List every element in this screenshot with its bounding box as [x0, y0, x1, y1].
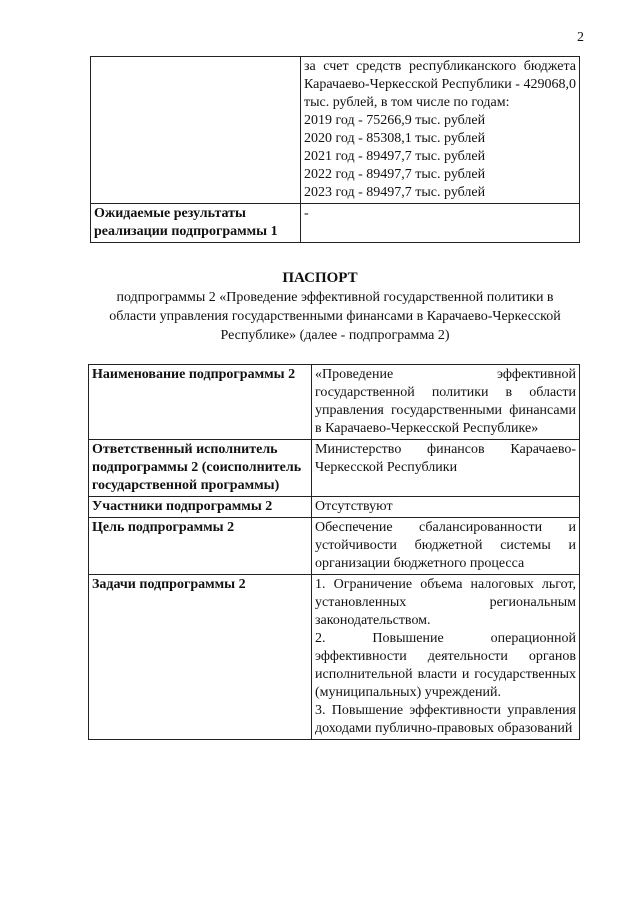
expected-results-text: -: [304, 206, 309, 221]
row-label: Ответственный исполнитель подпрограммы 2 (соисполнитель государственной программы): [89, 440, 312, 497]
funding-year-2022: 2022 год - 89497,7 тыс. рублей: [304, 167, 486, 182]
passport-subtitle: подпрограммы 2 «Проведение эффективной государственной политики в области управления государственными финансами в Карачаево-Черкесской Республике» (далее - подпрограмма 2): [109, 290, 561, 343]
table-row: [89, 365, 580, 440]
row-value: [312, 518, 580, 575]
row-label: Участники подпрограммы 2: [89, 497, 312, 518]
subprogram-name-text: «Проведение эффективной государственной политики в области управления государственными финансами в Карачаево-Черкесской Республике»: [315, 367, 576, 436]
row-label: [91, 57, 301, 204]
passport-title: ПАСПОРТ: [282, 270, 358, 286]
row-label: Ожидаемые результаты реализации подпрограммы 1: [91, 204, 301, 243]
funding-table: [90, 56, 580, 243]
table-row: [89, 575, 580, 740]
executor-text: Министерство финансов Карачаево-Черкесской Республики: [315, 442, 576, 475]
funding-total-text: за счет средств республиканского бюджета Карачаево-Черкесской Республики - 429068,0 тыс. рублей, в том числе по годам:: [304, 59, 576, 110]
row-value: [301, 57, 580, 204]
goal-text: Обеспечение сбалансированности и устойчивости бюджетной системы и организации бюджетного процесса: [315, 520, 576, 571]
funding-year-2023: 2023 год - 89497,7 тыс. рублей: [304, 185, 486, 200]
row-value: [312, 440, 580, 497]
row-value: [301, 204, 580, 243]
row-label: Цель подпрограммы 2: [89, 518, 312, 575]
funding-year-2019: 2019 год - 75266,9 тыс. рублей: [304, 113, 486, 128]
row-value: [312, 575, 580, 740]
row-value: [312, 497, 580, 518]
row-value: [312, 365, 580, 440]
row-label: Наименование подпрограммы 2: [89, 365, 312, 440]
task-item-2: 2. Повышение операционной эффективности деятельности органов исполнительной власти и государственных (муниципальных) учреждений.: [315, 631, 576, 700]
table-row: [89, 518, 580, 575]
funding-year-2021: 2021 год - 89497,7 тыс. рублей: [304, 149, 486, 164]
task-item-3: 3. Повышение эффективности управления доходами публично-правовых образований: [315, 703, 576, 736]
page-number: 2: [577, 30, 584, 45]
table-row: [91, 204, 580, 243]
funding-year-2020: 2020 год - 85308,1 тыс. рублей: [304, 131, 486, 146]
table-row: [91, 57, 580, 204]
passport-table: [88, 364, 580, 740]
table-row: [89, 440, 580, 497]
task-item-1: 1. Ограничение объема налоговых льгот, установленных региональным законодательством.: [315, 577, 576, 628]
participants-text: Отсутствуют: [315, 499, 393, 514]
row-label: Задачи подпрограммы 2: [89, 575, 312, 740]
table-row: [89, 497, 580, 518]
